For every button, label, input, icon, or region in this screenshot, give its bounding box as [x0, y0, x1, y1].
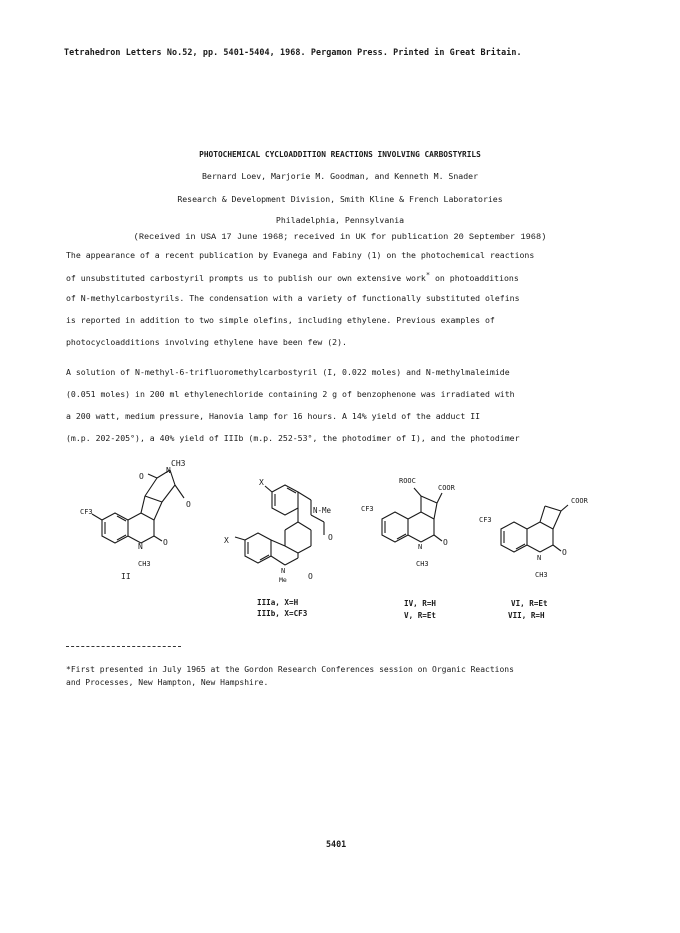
- vi-label-b: VII, R=H: [508, 611, 545, 620]
- iv-label-b: V, R=Et: [404, 611, 437, 620]
- ii-cf3: CF3: [80, 508, 93, 516]
- footnote-line: *First presented in July 1965 at the Gordon Research Conferences session on Organic Reactions: [66, 665, 514, 674]
- paragraph-line: A solution of N-methyl-6-trifluoromethylcarbostyril (I, 0.022 moles) and N-methylmaleimide: [66, 367, 510, 377]
- page-number: 5401: [326, 839, 347, 849]
- structure-iv: [382, 488, 442, 542]
- article-title: PHOTOCHEMICAL CYCLOADDITION REACTIONS INVOLVING CARBOSTYRILS: [199, 150, 481, 159]
- vi-cf3: CF3: [479, 516, 492, 524]
- ii-ch3-n: CH3: [138, 560, 151, 568]
- iii-nme: N-Me: [313, 506, 332, 515]
- iv-o: O: [443, 538, 448, 547]
- paragraph-text: on photoadditions: [430, 273, 519, 283]
- vi-label-a: VI, R=Et: [511, 599, 548, 608]
- structure-iii: [235, 485, 324, 565]
- iii-x1: X: [259, 478, 264, 487]
- structure-ii: [92, 470, 184, 543]
- footnote-rule: [66, 646, 181, 647]
- paragraph-line: a 200 watt, medium pressure, Hanovia lamp for 16 hours. A 14% yield of the adduct II: [66, 411, 481, 421]
- ii-ch3-top: CH3: [171, 459, 186, 468]
- vi-n: N: [537, 554, 542, 562]
- paragraph-line: [66, 271, 519, 283]
- iii-label-a: IIIa, X=H: [257, 598, 299, 607]
- iv-coor: COOR: [438, 484, 455, 492]
- ii-o2: O: [186, 500, 191, 509]
- iii-o1: O: [328, 533, 333, 542]
- footnote-line: and Processes, New Hampton, New Hampshire.: [66, 678, 269, 687]
- authors: Bernard Loev, Marjorie M. Goodman, and Kenneth M. Snader: [201, 171, 479, 181]
- paragraph-text: of unsubstituted carbostyril prompts us to publish our own extensive work: [66, 273, 426, 283]
- ii-n: N: [138, 542, 143, 551]
- paragraph-line: The appearance of a recent publication by Evanega and Fabiny (1) on the photochemical reactions: [66, 250, 535, 260]
- paragraph-line: is reported in addition to two simple olefins, including ethylene. Previous examples of: [66, 315, 495, 325]
- vi-coor: COOR: [571, 497, 588, 505]
- structure-vi: [501, 505, 568, 552]
- iii-n: N: [281, 567, 286, 575]
- ii-label: II: [121, 572, 131, 581]
- vi-ch3: CH3: [535, 571, 548, 579]
- paragraph-line: of N-methylcarbostyrils. The condensation with a variety of functionally substituted olefins: [66, 293, 520, 303]
- affiliation: Research & Development Division, Smith Kline & French Laboratories: [177, 194, 503, 204]
- iv-ch3: CH3: [416, 560, 429, 568]
- iii-o2: O: [308, 572, 313, 581]
- journal-header: Tetrahedron Letters No.52, pp. 5401-5404, 1968. Pergamon Press. Printed in Great Britain.: [64, 47, 522, 57]
- paragraph-line: photocycloadditions involving ethylene have been few (2).: [66, 337, 347, 347]
- iv-n: N: [418, 543, 423, 551]
- ii-o3: O: [163, 538, 168, 547]
- iii-labels: [257, 597, 307, 619]
- ii-o1: O: [139, 472, 144, 481]
- iii-x2: X: [224, 536, 229, 545]
- received-dates: (Received in USA 17 June 1968; received in UK for publication 20 September 1968): [133, 232, 547, 242]
- iv-rooc: ROOC: [399, 477, 416, 485]
- iii-me: Me: [279, 576, 287, 584]
- iv-label-a: IV, R=H: [404, 599, 437, 608]
- footnote-marker: *: [425, 271, 431, 279]
- iii-label-b: IIIb, X=CF3: [257, 609, 308, 618]
- location: Philadelphia, Pennsylvania: [275, 215, 405, 225]
- ii-n-top: N: [166, 466, 171, 475]
- iv-cf3: CF3: [361, 505, 374, 513]
- paragraph-line: (m.p. 202-205°), a 40% yield of IIIb (m.p. 252-53°, the photodimer of I), and the photodimer: [66, 433, 520, 443]
- vi-o: O: [562, 548, 567, 557]
- paragraph-line: (0.051 moles) in 200 ml ethylenechloride containing 2 g of benzophenone was irradiated with: [66, 389, 515, 399]
